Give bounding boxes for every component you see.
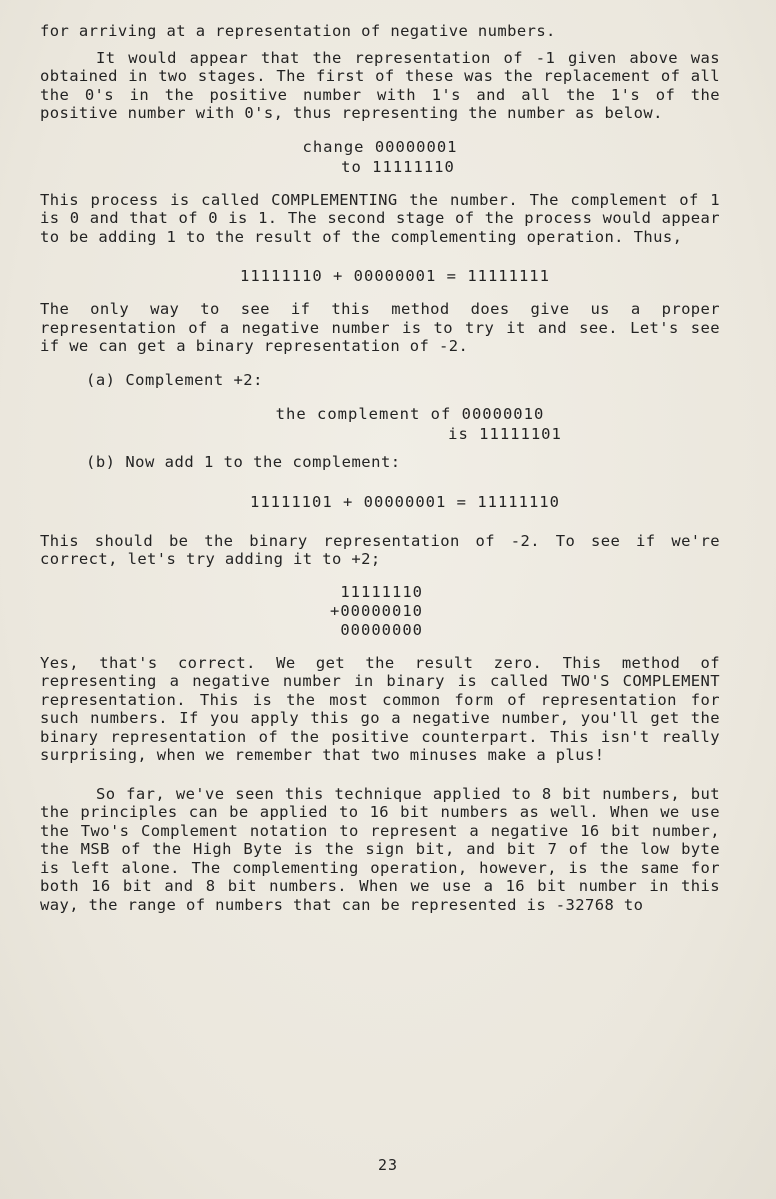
paragraph-twos-complement: Yes, that's correct. We get the result zero. This method of representing a negative number in binary is called TWO'S COMPLEMENT representation. This is the most common form of representation for such numbers. If you apply this go a negative number, you'll get the binary representation of the positive counterpart. This isn't really surprising, when we remember that two minuses make a plus! [40,653,720,764]
complement-is-line: is 11111101 [448,424,562,443]
paragraph-two-stages: It would appear that the representation of -1 given above was obtained in two stages. The first of these was the replacement of all the 0's in the positive number with 1's and all the 1's of the positive number with 0's, thus representing the number as below. [40,48,720,122]
example-add-one: 11111110 + 00000001 = 11111111 [240,267,550,285]
paragraph-complementing: This process is called COMPLEMENTING the number. The complement of 1 is 0 and that of 0 is 1. The second stage of the process would appear to be adding 1 to the result of the complementing operation. Thus, [40,190,720,246]
paragraph-sixteen-bit: So far, we've seen this technique applied to 8 bit numbers, but the principles can be applied to 16 bit numbers as well. When we use the Two's Complement notation to represent a negative 16 bit number, the MSB of the High Byte is the sign bit, and bit 7 of the low byte is left alone. The complementing operation, however, is the same for both 16 bit and 8 bit numbers. When we use a 16 bit number in this way, the range of numbers that can be represented is -32768 to [40,784,720,914]
example-change-line: change 00000001 [302,137,458,156]
complement-of-line: the complement of 00000010 [275,404,545,423]
step-b-label: (b) Now add 1 to the complement: [86,452,401,471]
sum-row-2: +00000010 [330,601,423,620]
page-number: 23 [377,1156,399,1174]
sum-row-3: 00000000 [330,620,423,639]
paragraph-check-minus-two: This should be the binary representation of -2. To see if we're correct, let's try adding it to +2; [40,531,720,568]
sum-row-1: 11111110 [330,582,423,601]
page-body [40,22,720,914]
paragraph-continuation: for arriving at a representation of negative numbers. [40,22,556,40]
paragraph-try-method: The only way to see if this method does give us a proper representation of a negative number is to try it and see. Let's see if we can get a binary representation of -2. [40,300,720,355]
step-a-label: (a) Complement +2: [86,370,263,389]
example-add-one-to-complement: 11111101 + 00000001 = 11111110 [250,492,560,511]
example-to-line: to 11111110 [341,157,455,176]
